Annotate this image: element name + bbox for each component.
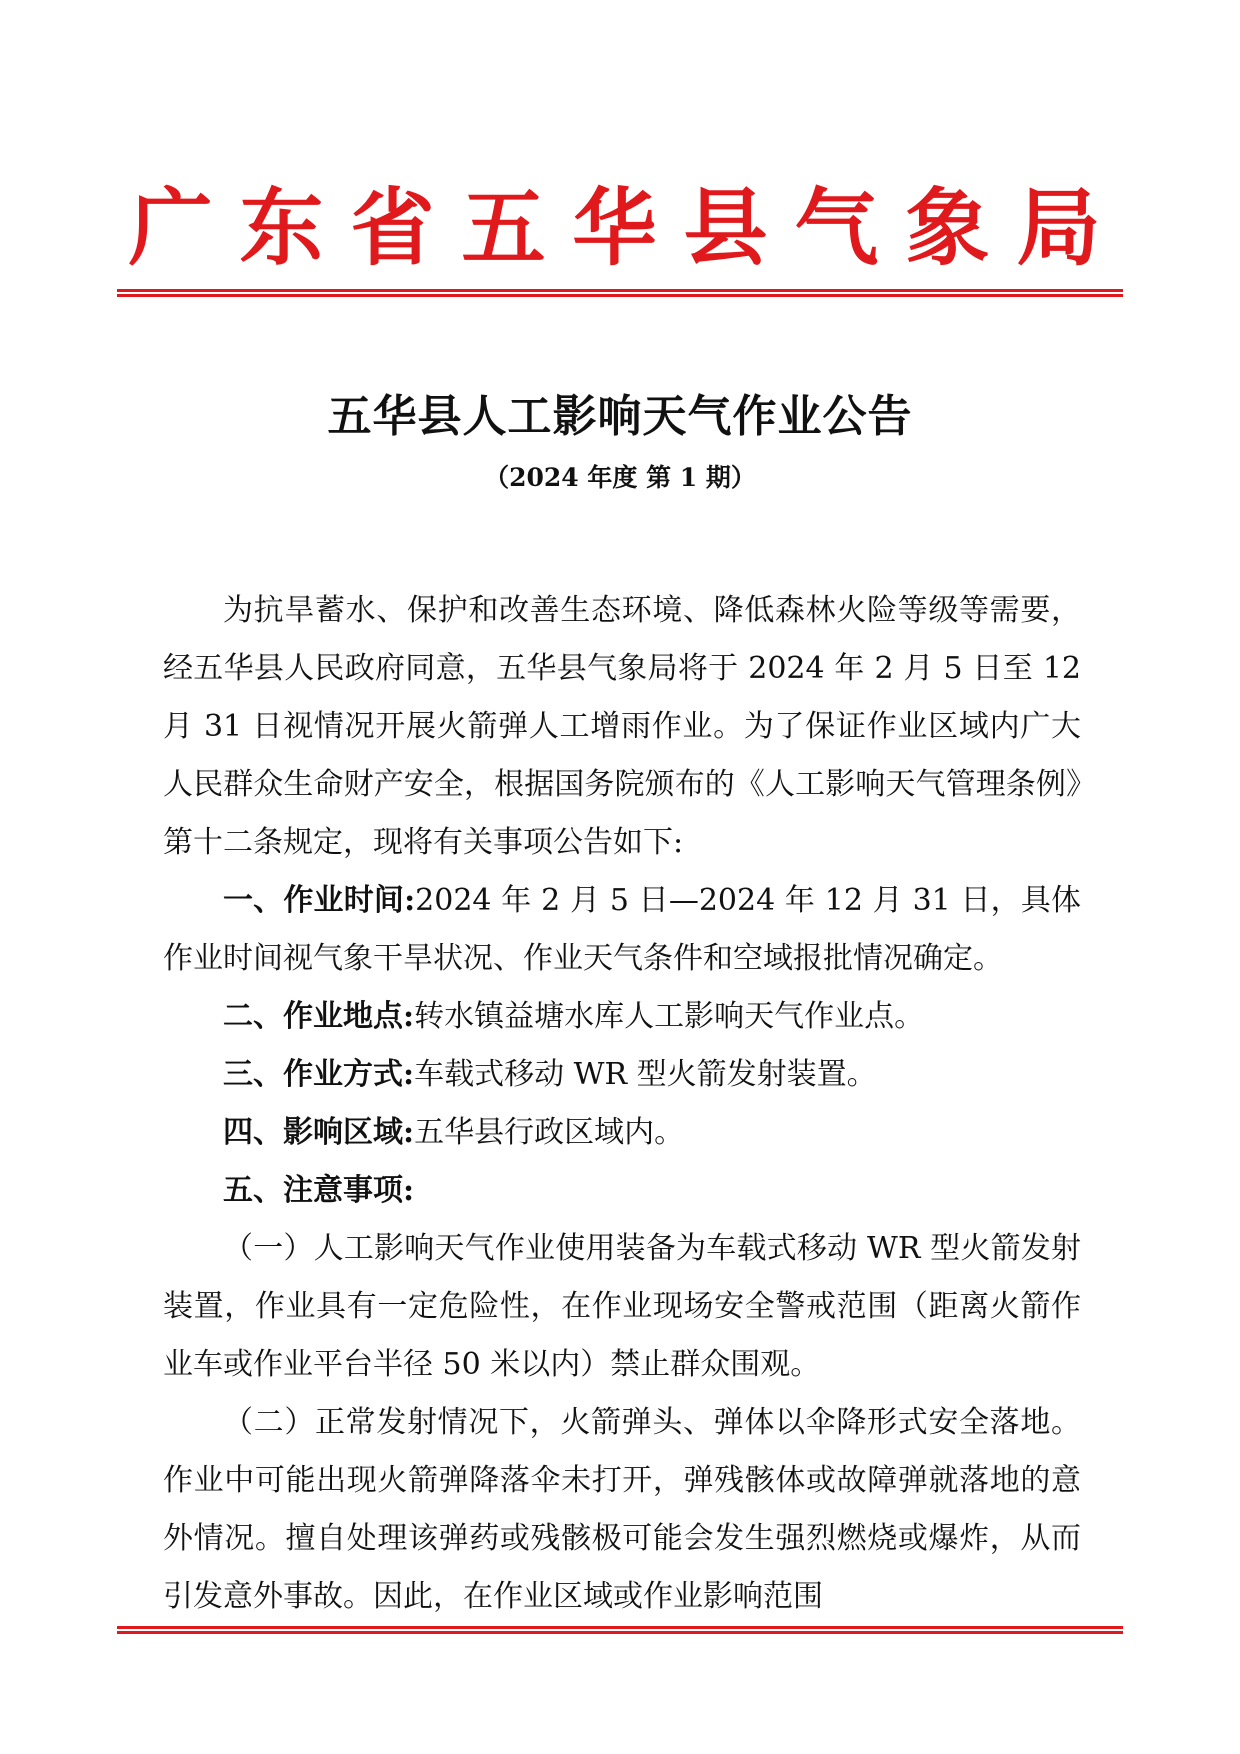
section-text: 转水镇益塘水库人工影响天气作业点。 [414, 999, 925, 1034]
section-label: 一、作业时间: [223, 883, 416, 918]
note-paragraph: （二）正常发射情况下，火箭弹头、弹体以伞降形式安全落地。作业中可能出现火箭弹降落伞未打开，弹残骸体或故障弹就落地的意外情况。擅自处理该弹药或残骸极可能会发生强烈燃烧或爆炸，从而引发意外事故。因此，在作业区域或作业影响范围 [163, 1405, 1081, 1614]
agency-header: 广东省五华县气象局 [128, 178, 1128, 277]
section-text: 车载式移动 WR 型火箭发射装置。 [414, 1057, 877, 1092]
document-title: 五华县人工影响天气作业公告 [327, 391, 913, 442]
section-time [163, 872, 1081, 988]
note-paragraph: （一）人工影响天气作业使用装备为车载式移动 WR 型火箭发射装置，作业具有一定危险性，在作业现场安全警戒范围（距离火箭作业车或作业平台半径 50 米以内）禁止群众围观。 [163, 1231, 1081, 1382]
footer-red-rule [117, 1626, 1123, 1634]
section-location [163, 988, 1081, 1046]
section-area [163, 1104, 1081, 1162]
section-label: 二、作业地点: [223, 999, 415, 1034]
document-issue: （2024 年度 第 1 期） [484, 463, 756, 492]
section-text: 五华县行政区域内。 [414, 1115, 685, 1150]
section-notes [163, 1162, 1081, 1220]
document-body [163, 582, 1081, 1626]
intro-paragraph: 为抗旱蓄水、保护和改善生态环境、降低森林火险等级等需要，经五华县人民政府同意，五华县气象局将于 2024 年 2 月 5 日至 12 月 31 日视情况开展火箭弹人工增雨作业。为了保证作业区域内广大人民群众生命财产安全，根据国务院颁布的《人工影响天气管理条例》第十二条规定，现将有关事项公告如下: [163, 593, 1081, 860]
section-label: 三、作业方式: [223, 1057, 415, 1092]
section-method [163, 1046, 1081, 1104]
header-red-rule [117, 289, 1123, 297]
section-text: 2024 年 2 月 5 日—2024 年 12 月 31 日，具体作业时间视气象干旱状况、作业天气条件和空域报批情况确定。 [163, 883, 1082, 976]
section-label: 五、注意事项: [223, 1173, 415, 1208]
section-label: 四、影响区域: [223, 1115, 415, 1150]
